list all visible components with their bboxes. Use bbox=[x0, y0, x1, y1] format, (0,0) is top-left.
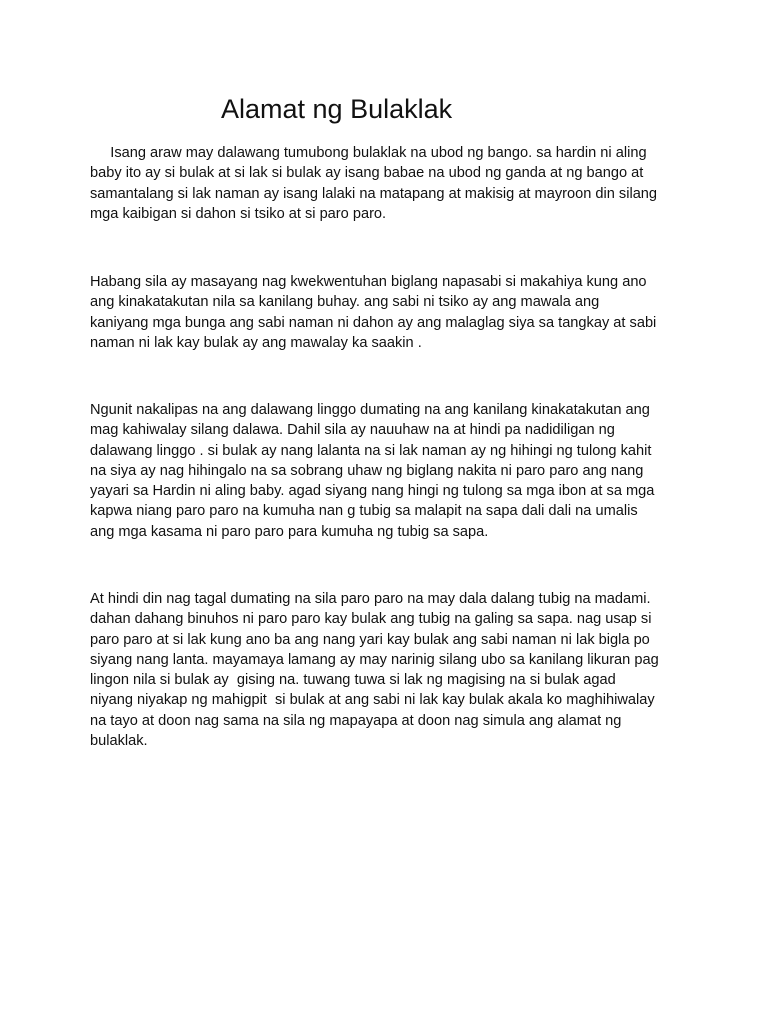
paragraph-line: kapwa niang paro paro na kumuha nan g tubig sa malapit na sapa dali dali na umalis bbox=[90, 503, 638, 520]
paragraph-line: siyang nang lanta. mayamaya lamang ay may narinig silang ubo sa kanilang likuran pag bbox=[90, 651, 659, 668]
paragraph-line: ang mga kasama ni paro paro para kumuha ng tubig sa sapa. bbox=[90, 523, 489, 540]
paragraph-line: Ngunit nakalipas na ang dalawang linggo dumating na ang kanilang kinakatakutan ang bbox=[90, 402, 650, 418]
paragraph-line: niyang niyakap ng mahigpit si bulak at ang sabi ni lak kay bulak akala ko maghihiwalay bbox=[90, 692, 655, 709]
paragraph-line: kaniyang mga bunga ang sabi naman ni dahon ay ang malaglag siya sa tangkay at sabi bbox=[90, 314, 657, 331]
paragraph-line: dahan dahang binuhos ni paro paro kay bulak ang tubig na galing sa sapa. nag usap si bbox=[90, 611, 652, 628]
paragraph-line: bulaklak. bbox=[90, 733, 148, 750]
paragraph-line: mag kahiwalay silang dalawa. Dahil sila ay nauuhaw na at hindi pa nadidiligan ng bbox=[90, 422, 615, 439]
paragraph-1 bbox=[90, 143, 730, 224]
paragraph-line: dalawang linggo . si bulak ay nang lalanta na si lak naman ay ng hihingi ng tulong kahit bbox=[90, 442, 652, 459]
paragraph-line: naman ni lak kay bulak ay ang mawalay ka saakin . bbox=[90, 334, 422, 351]
paragraph-line: Habang sila ay masayang nag kwekwentuhan biglang napasabi si makahiya kung ano bbox=[90, 274, 647, 290]
paragraph-line: mga kaibigan si dahon si tsiko at si paro paro. bbox=[90, 205, 387, 222]
paragraph-line: paro paro at si lak kung ano ba ang nang yari kay bulak ang sabi naman ni lak bigla po bbox=[90, 631, 650, 648]
paragraph-line: lingon nila si bulak ay gising na. tuwang tuwa si lak ng magising na si bulak agad bbox=[90, 672, 616, 689]
paragraph-line: baby ito ay si bulak at si lak si bulak ay isang babae na ubod ng ganda at ng bango at bbox=[90, 165, 644, 182]
paragraph-line: na siya ay nag hihingalo na sa sobrang uhaw ng biglang nakita ni paro paro ang nang bbox=[90, 462, 644, 479]
paragraph-line: samantalang si lak naman ay isang lalaki na matapang at makisig at mayroon din silang bbox=[90, 185, 658, 202]
document-title: Alamat ng Bulaklak bbox=[221, 94, 453, 124]
paragraph-line: yayari sa Hardin ni aling baby. agad siyang nang hingi ng tulong sa mga ibon at sa mga bbox=[90, 483, 655, 500]
paragraph-line: ang kinakatakutan nila sa kanilang buhay. ang sabi ni tsiko ay ang mawala ang bbox=[90, 294, 600, 311]
paragraph-line: na tayo at doon nag sama na sila ng mapayapa at doon nag simula ang alamat ng bbox=[90, 712, 622, 729]
paragraph-line: At hindi din nag tagal dumating na sila paro paro na may dala dalang tubig na madami. bbox=[90, 591, 651, 607]
paragraph-3 bbox=[90, 400, 730, 542]
paragraph-2 bbox=[90, 272, 730, 353]
paragraph-line: Isang araw may dalawang tumubong bulaklak na ubod ng bango. sa hardin ni aling bbox=[90, 145, 647, 161]
paragraph-4 bbox=[90, 589, 730, 751]
